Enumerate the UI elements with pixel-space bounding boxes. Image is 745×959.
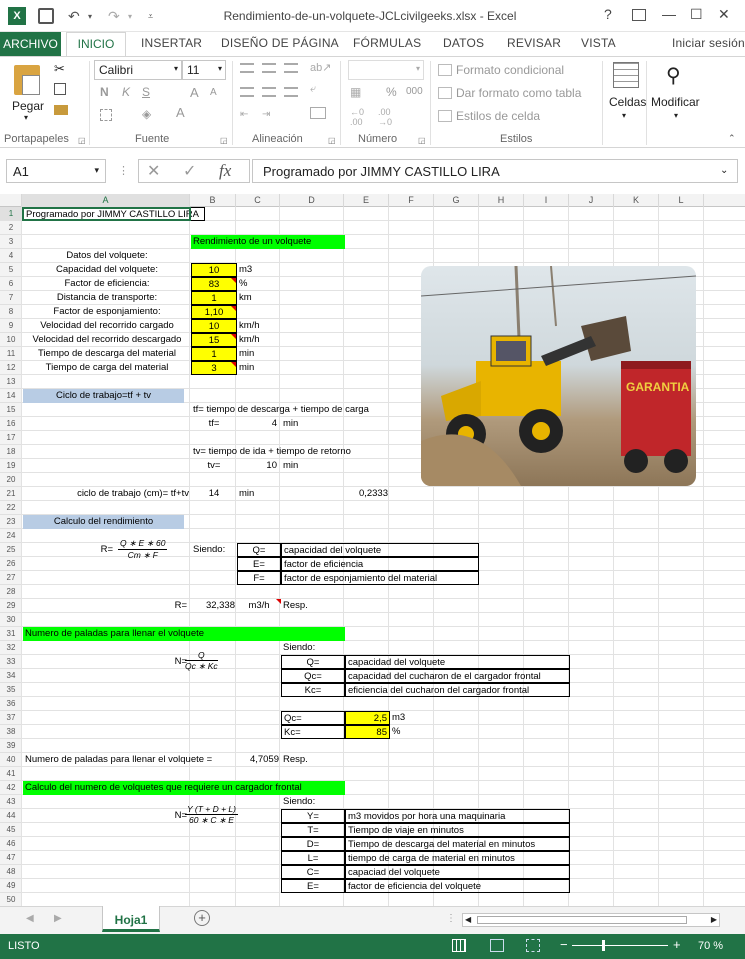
cell-b7[interactable]: 1 <box>191 291 237 305</box>
cell-styles-button[interactable]: Estilos de celda <box>456 109 541 123</box>
cell-a29[interactable]: R= <box>174 600 187 611</box>
cell-b6[interactable]: 83 <box>191 277 237 291</box>
row-header[interactable]: 7 <box>0 291 22 305</box>
cell-b3[interactable]: Rendimiento de un volquete <box>191 235 345 249</box>
gridline-col <box>21 207 22 906</box>
cell-e37[interactable]: 2,5 <box>345 711 390 725</box>
cell-a5[interactable]: Capacidad del volquete: <box>56 264 158 275</box>
conditional-format-button[interactable]: Formato condicional <box>456 63 565 77</box>
undo-dropdown-icon[interactable]: ▾ <box>88 12 93 21</box>
cell-a1[interactable]: Programado por JIMMY CASTILLO LIRA <box>23 207 205 221</box>
cell-d33[interactable]: Q= <box>281 655 345 669</box>
cell-c7[interactable]: km <box>239 292 252 303</box>
row-header[interactable]: 12 <box>0 361 22 375</box>
cell-a33[interactable]: N= <box>174 656 187 667</box>
cell-d25[interactable]: capacidad del volquete <box>281 543 479 557</box>
cells-button[interactable]: Celdas <box>609 95 647 109</box>
status-bar <box>0 934 745 959</box>
cell-a12[interactable]: Tiempo de carga del material <box>45 362 169 373</box>
scroll-thumb[interactable] <box>477 916 687 924</box>
fraction-denominator: Qc ∗ Kc <box>185 661 218 671</box>
percent-button[interactable]: % <box>386 85 397 99</box>
cell-d40[interactable]: Resp. <box>283 754 308 765</box>
cell-c19[interactable]: 10 <box>266 460 277 471</box>
tab-formulas[interactable]: FÓRMULAS <box>353 36 422 50</box>
cell-b16[interactable]: tf= <box>208 418 220 429</box>
cell-c29[interactable]: m3/h <box>237 599 281 613</box>
cell-d26[interactable]: factor de eficiencia <box>281 557 479 571</box>
expand-formula-icon[interactable]: ⌄ <box>720 165 729 176</box>
group-label-alineacion: Alineación <box>252 133 303 145</box>
fraction-denominator: 60 ∗ C ∗ E <box>189 815 234 825</box>
col-header-h[interactable]: H <box>479 194 524 207</box>
formula-input[interactable]: Programado por JIMMY CASTILLO LIRA <box>252 159 738 183</box>
chevron-down-icon: ▾ <box>622 111 627 120</box>
editing-button[interactable]: Modificar <box>651 95 700 109</box>
align-left-icon[interactable] <box>240 87 254 97</box>
row-header[interactable]: 44 <box>0 809 22 823</box>
group-label-portapapeles: Portapapeles <box>4 133 69 145</box>
sheet-tab-bar <box>0 906 745 934</box>
cell-c9[interactable]: km/h <box>239 320 260 331</box>
cell-b18[interactable]: tv= tiempo de ida + tiempo de retorno <box>193 446 351 457</box>
cell-a23[interactable]: Calculo del rendimiento <box>23 515 184 529</box>
row-header[interactable]: 35 <box>0 683 22 697</box>
row-header[interactable]: 39 <box>0 739 22 753</box>
row-header[interactable]: 50 <box>0 893 22 906</box>
ribbon-tabs <box>0 32 745 56</box>
cell-b19[interactable]: tv= <box>207 460 221 471</box>
cell-c12[interactable]: min <box>239 362 255 373</box>
cell-a31[interactable]: Numero de paladas para llenar el volquete <box>23 627 345 641</box>
row-header[interactable]: 22 <box>0 501 22 515</box>
grow-font-button[interactable]: A <box>190 85 199 100</box>
cell-c5[interactable]: m3 <box>239 264 253 275</box>
dialog-launcher-icon[interactable]: ◲ <box>328 136 336 145</box>
copy-icon[interactable] <box>54 83 66 95</box>
col-header-g[interactable]: G <box>434 194 479 207</box>
cell-b8[interactable]: 1,10 <box>191 305 237 319</box>
align-center-icon[interactable] <box>262 87 276 97</box>
cell-e47[interactable]: tiempo de carga de material en minutos <box>345 851 570 865</box>
fill-color-icon[interactable]: ◈ <box>142 107 152 121</box>
tab-insertar[interactable]: INSERTAR <box>141 36 203 50</box>
add-sheet-button[interactable]: + <box>194 910 210 926</box>
cell-d34[interactable]: Qc= <box>281 669 345 683</box>
format-table-icon[interactable] <box>438 87 452 99</box>
col-header-i[interactable]: I <box>524 194 569 207</box>
cell-d29[interactable]: Resp. <box>283 600 308 611</box>
accounting-icon[interactable]: ▦ <box>350 85 362 99</box>
cell-f37[interactable]: m3 <box>392 712 406 723</box>
enter-icon[interactable]: ✓ <box>183 163 197 180</box>
bold-button[interactable]: N <box>100 85 109 99</box>
formula-bar <box>0 156 745 186</box>
row-header[interactable]: 38 <box>0 725 22 739</box>
cell-a25[interactable]: R= <box>100 544 113 555</box>
row-header[interactable]: 43 <box>0 795 22 809</box>
zoom-out-button[interactable]: − <box>560 937 568 952</box>
normal-view-icon[interactable] <box>452 939 466 952</box>
scroll-right-icon[interactable]: ▶ <box>710 915 717 924</box>
row-header[interactable]: 9 <box>0 319 22 333</box>
cell-d49[interactable]: E= <box>281 879 345 893</box>
row-header[interactable]: 18 <box>0 445 22 459</box>
cell-d43[interactable]: Siendo: <box>283 796 316 807</box>
cell-d19[interactable]: min <box>283 460 299 471</box>
row-header[interactable]: 24 <box>0 529 22 543</box>
cell-d32[interactable]: Siendo: <box>283 642 316 653</box>
row-header[interactable]: 19 <box>0 459 22 473</box>
signin-link[interactable]: Iniciar sesión <box>672 36 745 50</box>
redo-icon[interactable]: ↷ <box>108 8 120 24</box>
row-header[interactable]: 31 <box>0 627 22 641</box>
increase-decimal-icon[interactable]: ←0 .00 <box>350 107 365 127</box>
col-header-a[interactable]: A <box>22 194 190 207</box>
cell-c27[interactable]: F= <box>237 571 281 585</box>
customize-qat-icon[interactable]: ⩡ <box>148 11 154 21</box>
row-header[interactable]: 16 <box>0 417 22 431</box>
shrink-font-button[interactable]: A <box>210 87 217 98</box>
cell-e38[interactable]: 85 <box>345 725 390 739</box>
cell-a14[interactable]: Ciclo de trabajo=tf + tv <box>23 389 184 403</box>
row-headers <box>0 207 22 906</box>
cell-d16[interactable]: min <box>283 418 299 429</box>
sheet-options-icon[interactable]: ⋮ <box>446 913 456 924</box>
row-header[interactable]: 41 <box>0 767 22 781</box>
row-header[interactable]: 33 <box>0 655 22 669</box>
row-header[interactable]: 48 <box>0 865 22 879</box>
cell-b21[interactable]: 14 <box>208 488 220 499</box>
fraction-numerator: Q ∗ E ∗ 60 <box>120 538 166 548</box>
borders-icon[interactable] <box>100 109 112 121</box>
font-name-select[interactable] <box>94 60 182 80</box>
group-label-fuente: Fuente <box>135 133 170 145</box>
formula-fraction <box>185 804 238 826</box>
row-header[interactable]: 27 <box>0 571 22 585</box>
row-header[interactable]: 1 <box>0 207 22 221</box>
cell-d27[interactable]: factor de esponjamiento del material <box>281 571 479 585</box>
formula-fraction <box>185 650 218 672</box>
conditional-format-icon[interactable] <box>438 64 452 76</box>
tab-diseno-pagina[interactable]: DISEÑO DE PÁGINA <box>221 36 339 50</box>
cell-a44[interactable]: N= <box>174 810 187 821</box>
ribbon <box>0 56 745 148</box>
orientation-icon[interactable]: ab↗ <box>310 62 332 74</box>
italic-button[interactable]: K <box>122 85 131 99</box>
cell-d45[interactable]: T= <box>281 823 345 837</box>
cell-b12[interactable]: 3 <box>191 361 237 375</box>
font-size-select[interactable] <box>182 60 226 80</box>
select-all-corner[interactable] <box>0 194 22 207</box>
insert-function-button[interactable]: fx <box>219 161 232 180</box>
row-header[interactable]: 28 <box>0 585 22 599</box>
zoom-slider[interactable] <box>572 945 668 946</box>
fraction-denominator: Cm ∗ F <box>127 550 158 560</box>
row-header[interactable]: 2 <box>0 221 22 235</box>
number-format-select[interactable] <box>348 60 424 80</box>
row-header[interactable]: 4 <box>0 249 22 263</box>
row-header[interactable]: 3 <box>0 235 22 249</box>
align-right-icon[interactable] <box>284 87 298 97</box>
gridline-col <box>703 207 704 906</box>
cancel-icon[interactable]: ✕ <box>147 163 161 180</box>
cell-e45[interactable]: Tiempo de viaje en minutos <box>345 823 570 837</box>
cell-a8[interactable]: Factor de esponjamiento: <box>53 306 161 317</box>
cell-c10[interactable]: km/h <box>239 334 260 345</box>
row-header[interactable]: 23 <box>0 515 22 529</box>
cell-d48[interactable]: C= <box>281 865 345 879</box>
more-icon: ⋮ <box>118 165 129 177</box>
row-header[interactable]: 11 <box>0 347 22 361</box>
align-top-icon[interactable] <box>240 63 254 73</box>
dialog-launcher-icon[interactable]: ◲ <box>220 136 228 145</box>
thousands-button[interactable]: 000 <box>406 86 423 97</box>
cell-d35[interactable]: Kc= <box>281 683 345 697</box>
help-button[interactable]: ? <box>604 6 612 22</box>
page-layout-icon[interactable] <box>490 939 504 952</box>
column-headers <box>0 194 745 207</box>
col-header-b[interactable]: B <box>190 194 236 207</box>
close-button[interactable]: ✕ <box>718 6 730 22</box>
cell-d46[interactable]: D= <box>281 837 345 851</box>
cell-b9[interactable]: 10 <box>191 319 237 333</box>
cell-c6[interactable]: % <box>239 278 248 289</box>
cell-a11[interactable]: Tiempo de descarga del material <box>38 348 176 359</box>
col-header-d[interactable]: D <box>280 194 344 207</box>
excel-logo-icon[interactable]: X <box>8 7 26 25</box>
cell-a9[interactable]: Velocidad del recorrido cargado <box>40 320 174 331</box>
cell-e35[interactable]: eficiencia del cucharon del cargador frontal <box>345 683 570 697</box>
page-break-icon[interactable] <box>526 939 540 952</box>
row-header[interactable]: 14 <box>0 389 22 403</box>
chevron-down-icon: ▾ <box>217 64 222 73</box>
row-header[interactable]: 42 <box>0 781 22 795</box>
cell-c25[interactable]: Q= <box>237 543 281 557</box>
increase-indent-icon[interactable]: ⇥ <box>262 109 271 120</box>
cell-a42[interactable]: Calculo del numero de volquetes que requiere un cargador frontal <box>23 781 345 795</box>
fraction-numerator: Q <box>185 650 218 661</box>
cell-b29[interactable]: 32,338 <box>205 600 235 611</box>
row-header[interactable]: 49 <box>0 879 22 893</box>
save-icon[interactable] <box>38 8 54 24</box>
col-header-c[interactable]: C <box>236 194 280 207</box>
cell-d38[interactable]: Kc= <box>281 725 345 739</box>
cell-a6[interactable]: Factor de eficiencia: <box>64 278 150 289</box>
cell-d47[interactable]: L= <box>281 851 345 865</box>
row-header[interactable]: 32 <box>0 641 22 655</box>
row-header[interactable]: 6 <box>0 277 22 291</box>
row-header[interactable]: 8 <box>0 305 22 319</box>
selection-box <box>22 207 191 221</box>
cell-e44[interactable]: m3 movidos por hora una maquinaria <box>345 809 570 823</box>
sheet-next-icon[interactable]: ▶ <box>54 913 62 924</box>
cells-icon[interactable] <box>613 62 639 88</box>
name-box-value: A1 <box>13 164 29 179</box>
col-header-e[interactable]: E <box>344 194 389 207</box>
cell-a21[interactable]: ciclo de trabajo (cm)= tf+tv <box>77 488 189 499</box>
cell-e33[interactable]: capacidad del volquete <box>345 655 570 669</box>
font-size-value: 11 <box>187 63 200 77</box>
cut-icon[interactable]: ✂ <box>54 61 65 76</box>
collapse-ribbon-icon[interactable]: ⌃ <box>728 133 736 143</box>
loader-truck-image[interactable] <box>421 266 696 486</box>
paste-dropdown-icon[interactable]: ▾ <box>24 113 29 122</box>
cell-f38[interactable]: % <box>392 726 401 737</box>
status-ready: LISTO <box>8 940 40 952</box>
sheet-tab-hoja1[interactable] <box>102 906 160 932</box>
cell-a10[interactable]: Velocidad del recorrido descargado <box>32 334 182 345</box>
cell-e21[interactable]: 0,2333 <box>358 488 388 499</box>
row-header[interactable]: 34 <box>0 669 22 683</box>
cell-e46[interactable]: Tiempo de descarga del material en minutos <box>345 837 570 851</box>
maximize-button[interactable]: ☐ <box>690 6 703 22</box>
dialog-launcher-icon[interactable]: ◲ <box>418 136 426 145</box>
truck-photo <box>421 266 696 486</box>
paste-icon[interactable] <box>14 65 40 95</box>
zoom-slider-thumb[interactable] <box>602 940 605 951</box>
row-header[interactable]: 25 <box>0 543 22 557</box>
zoom-level[interactable]: 70 % <box>698 940 724 952</box>
row-header[interactable]: 30 <box>0 613 22 627</box>
cell-a40[interactable]: Numero de paladas para llenar el volquete = <box>25 754 213 765</box>
group-label-numero: Número <box>358 133 398 145</box>
row-header[interactable]: 21 <box>0 487 22 501</box>
cell-d37[interactable]: Qc= <box>281 711 345 725</box>
cell-c26[interactable]: E= <box>237 557 281 571</box>
fraction-numerator: Y (T + D + L) <box>187 804 236 814</box>
formula-buttons <box>138 159 250 183</box>
cell-styles-icon[interactable] <box>438 110 452 122</box>
row-header[interactable]: 37 <box>0 711 22 725</box>
col-header-k[interactable]: K <box>614 194 659 207</box>
gridline-row <box>22 234 745 235</box>
cell-e34[interactable]: capacidad del cucharon de el cargador frontal <box>345 669 570 683</box>
cell-b5[interactable]: 10 <box>191 263 237 277</box>
scroll-left-icon[interactable]: ◀ <box>465 915 472 924</box>
merge-center-icon[interactable] <box>310 107 326 119</box>
minimize-button[interactable]: — <box>662 6 676 22</box>
window-title: Rendimiento-de-un-volquete-JCLcivilgeeks.xlsx - Excel <box>223 9 517 23</box>
row-header[interactable]: 15 <box>0 403 22 417</box>
decrease-decimal-icon[interactable]: .00 →0 <box>378 107 393 127</box>
cell-c16[interactable]: 4 <box>271 418 277 429</box>
cell-a4[interactable]: Datos del volquete: <box>66 250 148 261</box>
cell-b10[interactable]: 15 <box>191 333 237 347</box>
row-header[interactable]: 13 <box>0 375 22 389</box>
row-header[interactable]: 29 <box>0 599 22 613</box>
row-header[interactable]: 5 <box>0 263 22 277</box>
underline-button[interactable]: S <box>142 85 151 99</box>
decrease-indent-icon[interactable]: ⇤ <box>240 109 249 120</box>
tab-datos[interactable]: DATOS <box>443 36 485 50</box>
row-header[interactable]: 36 <box>0 697 22 711</box>
row-header[interactable]: 47 <box>0 851 22 865</box>
cell-e49[interactable]: factor de eficiencia del volquete <box>345 879 570 893</box>
chevron-down-icon: ▾ <box>415 64 420 73</box>
ribbon-display-icon[interactable] <box>632 9 646 21</box>
row-header[interactable]: 10 <box>0 333 22 347</box>
col-header-j[interactable]: J <box>569 194 614 207</box>
cell-d44[interactable]: Y= <box>281 809 345 823</box>
col-header-f[interactable]: F <box>389 194 434 207</box>
tab-vista[interactable]: VISTA <box>581 36 616 50</box>
align-middle-icon[interactable] <box>262 63 276 73</box>
redo-dropdown-icon[interactable]: ▾ <box>128 12 133 21</box>
sheet-prev-icon[interactable]: ◀ <box>26 913 34 924</box>
spreadsheet-grid[interactable] <box>0 194 745 906</box>
font-color-icon[interactable]: A <box>176 105 185 120</box>
horizontal-scrollbar[interactable] <box>462 913 720 927</box>
chevron-down-icon: ▾ <box>674 111 679 120</box>
tab-revisar[interactable]: REVISAR <box>507 36 562 50</box>
wrap-text-icon[interactable]: ⤶ <box>310 83 317 95</box>
align-bottom-icon[interactable] <box>284 63 298 73</box>
formula-fraction <box>118 538 167 561</box>
group-label-estilos: Estilos <box>500 133 533 145</box>
cell-c21[interactable]: min <box>239 488 255 499</box>
chevron-down-icon: ▾ <box>94 165 99 175</box>
format-as-table-button[interactable]: Dar formato como tabla <box>456 86 582 100</box>
title-bar <box>0 0 745 32</box>
cell-c11[interactable]: min <box>239 348 255 359</box>
cell-b25[interactable]: Siendo: <box>193 544 226 555</box>
cell-e48[interactable]: capaciad del volquete <box>345 865 570 879</box>
name-box[interactable] <box>6 159 106 183</box>
chevron-down-icon: ▾ <box>173 64 178 73</box>
row-header[interactable]: 45 <box>0 823 22 837</box>
dialog-launcher-icon[interactable]: ◲ <box>78 136 86 145</box>
tab-inicio[interactable]: INICIO <box>66 32 126 57</box>
cell-a7[interactable]: Distancia de transporte: <box>56 292 158 303</box>
row-header[interactable]: 17 <box>0 431 22 445</box>
row-header[interactable]: 46 <box>0 837 22 851</box>
cell-b11[interactable]: 1 <box>191 347 237 361</box>
zoom-in-button[interactable]: + <box>673 937 681 952</box>
row-header[interactable]: 26 <box>0 557 22 571</box>
sheet-tab-label: Hoja1 <box>114 913 148 927</box>
format-painter-icon[interactable] <box>54 105 68 115</box>
paste-button[interactable]: Pegar <box>12 99 45 113</box>
undo-icon[interactable]: ↶ <box>68 8 80 24</box>
truck-text: GARANTIA <box>626 380 690 394</box>
cell-b15[interactable]: tf= tiempo de descarga + tiempo de carga <box>193 404 369 415</box>
row-header[interactable]: 40 <box>0 753 22 767</box>
tab-archivo[interactable]: ARCHIVO <box>0 32 61 56</box>
cell-c40[interactable]: 4,7059 <box>249 754 279 765</box>
binoculars-icon[interactable]: ⚲ <box>666 65 681 87</box>
font-name-value: Calibri <box>99 63 134 77</box>
row-header[interactable]: 20 <box>0 473 22 487</box>
col-header-l[interactable]: L <box>659 194 704 207</box>
